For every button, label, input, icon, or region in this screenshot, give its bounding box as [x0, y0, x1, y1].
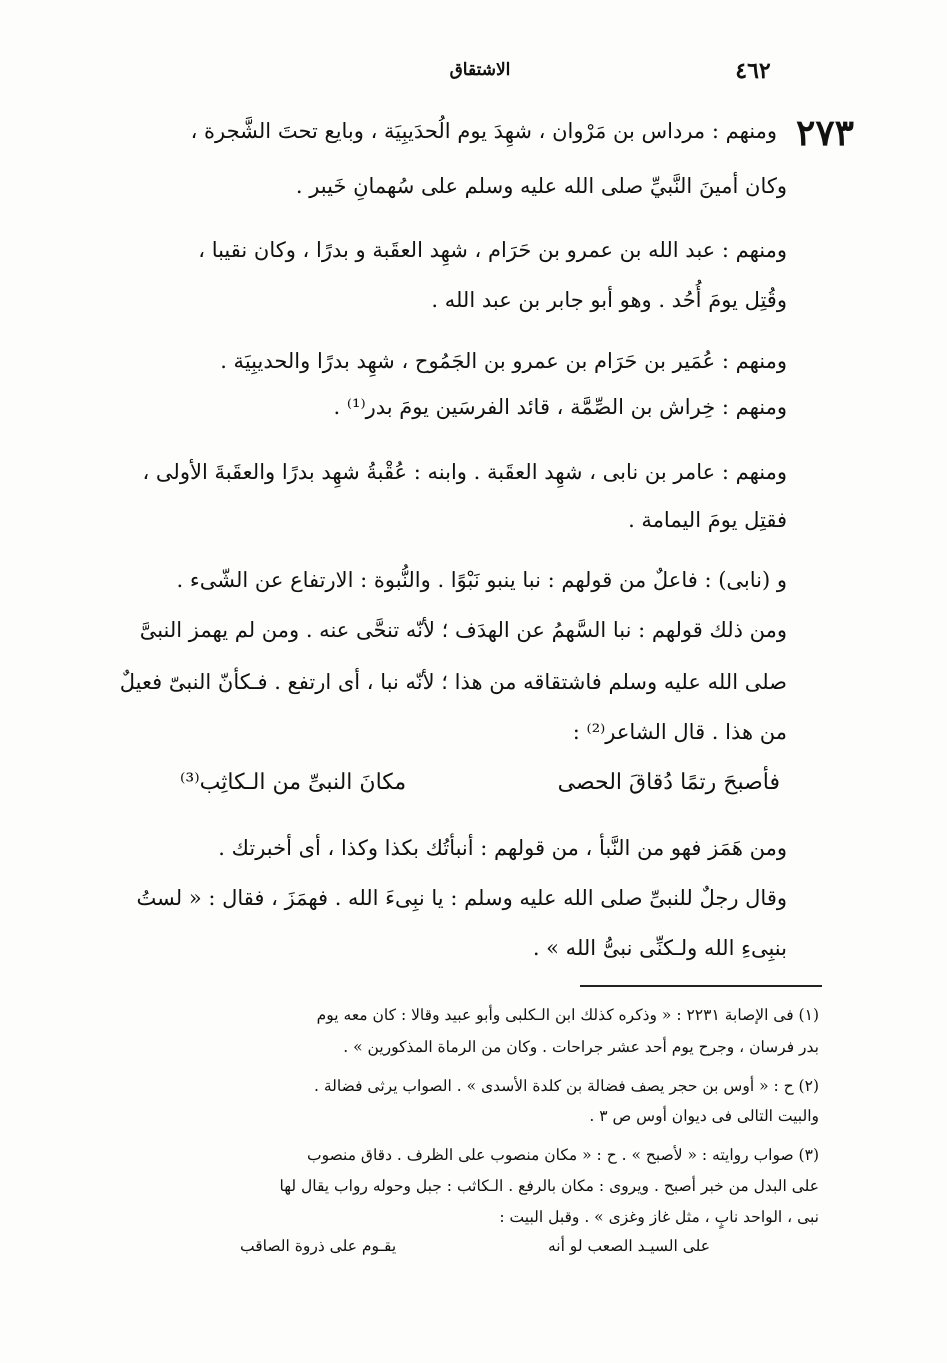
verse-hemistich-first: فأصبحَ رتمًا دُقاقَ الحصى: [557, 770, 780, 795]
running-title: الاشتقاق: [449, 60, 511, 80]
text-line: فقتِل يومَ اليمامة .: [628, 508, 787, 532]
footnote-line: نبى ، الواحد نابٍ ، مثل غاز وغزى » . وقبل البيت :: [499, 1208, 819, 1226]
text-line: من هذا . قال الشاعر⁽²⁾ :: [572, 720, 787, 744]
text-line: صلى الله عليه وسلم فاشتقاقه من هذا ؛ لأنّه نبا ، أى ارتفع . فـكأنّ النبىّ فعيلٌ: [119, 670, 787, 694]
footnote-verse: [240, 1237, 710, 1261]
text-line: ومنهم : خِراش بن الصِّمَّة ، قائد الفرسَين يومَ بدر⁽¹⁾ .: [333, 395, 787, 419]
verse-hemistich-second: مكانَ النبىِّ من الـكاثِب⁽³⁾: [180, 770, 407, 795]
footnote-line: على البدل من خبر أصبح . ويروى : مكان بالرفع . الـكاثب : جبل وحوله رواب يقال لها: [279, 1177, 819, 1195]
footnote-line: (٢) ح : « أوس بن حجر يصف فضالة بن كلدة الأسدى » . الصواب يرثى فضالة .: [314, 1077, 819, 1095]
text-line: بنبِىءِ الله ولـكنِّى نبىُّ الله » .: [532, 936, 787, 960]
poem-verse: [180, 770, 780, 802]
footnote-line: بدر فرسان ، وجرح يوم أحد عشر جراحات . وكان من الرماة المذكورين » .: [343, 1038, 819, 1056]
footnote-line: (٣) صواب روايته : « لأصبح » . ح : « مكان منصوب على الظرف . دقاق منصوب: [306, 1146, 819, 1164]
section-number: ٢٧٣: [795, 112, 854, 154]
text-line: ومنهم : عُمَير بن حَرَام بن عمرو بن الجَمُوح ، شهِد بدرًا والحديبِيَة .: [220, 349, 787, 373]
page-number: ٤٦٢: [735, 58, 771, 84]
footnote-line: والبيت التالى فى ديوان أوس ص ٣ .: [589, 1107, 819, 1125]
text-line: ومن ذلك قولهم : نبا السَّهمُ عن الهدَف ؛ لأنّه تنحَّى عنه . ومن لم يهمز النبىَّ: [139, 618, 787, 642]
footnote-divider: [580, 985, 822, 987]
text-line: ومنهم : عبد الله بن عمرو بن حَرَام ، شهِد العقَبة و بدرًا ، وكان نقيبا ،: [198, 238, 787, 262]
text-line: ومنهم : عامر بن نابى ، شهِد العقَبة . وابنه : عُقْبةُ شهِد بدرًا والعقَبةَ الأولى ،: [142, 460, 787, 484]
text-line: وكان أمينَ النَّبيِّ صلى الله عليه وسلم على سُهمانِ خَيبر .: [295, 174, 787, 198]
footnote-verse-hemistich-first: على السيـد الصعب لو أنه: [547, 1237, 710, 1255]
footnote-verse-hemistich-second: يقـوم على ذروة الصاقب: [240, 1237, 397, 1255]
text-line: ومن هَمَز فهو من النَّبأ ، من قولهم : أنبأتُك بكذا وكذا ، أى أخبرتك .: [218, 836, 787, 860]
text-line: وقُتِل يومَ أُحُد . وهو أبو جابر بن عبد الله .: [431, 288, 787, 312]
text-line: وقال رجلٌ للنبىِّ صلى الله عليه وسلم : يا نبِىءَ الله . فهمَزَ ، فقال : « لستُ: [136, 886, 787, 910]
footnote-line: (١) فى الإصابة ٢٢٣١ : « وذكره كذلك ابن الـكلبى وأبو عبيد وقالا : كان معه يوم: [316, 1006, 819, 1024]
text-line: ومنهم : مرداس بن مَرْوان ، شهِدَ يوم الُحدَيبِيَة ، وبايع تحتَ الشَّجرة ،: [190, 119, 777, 143]
text-line: و (نابى) : فاعلٌ من قولهم : نبا ينبو نَبْوًا . والنُّبوة : الارتفاع عن الشّىء .: [176, 568, 787, 592]
